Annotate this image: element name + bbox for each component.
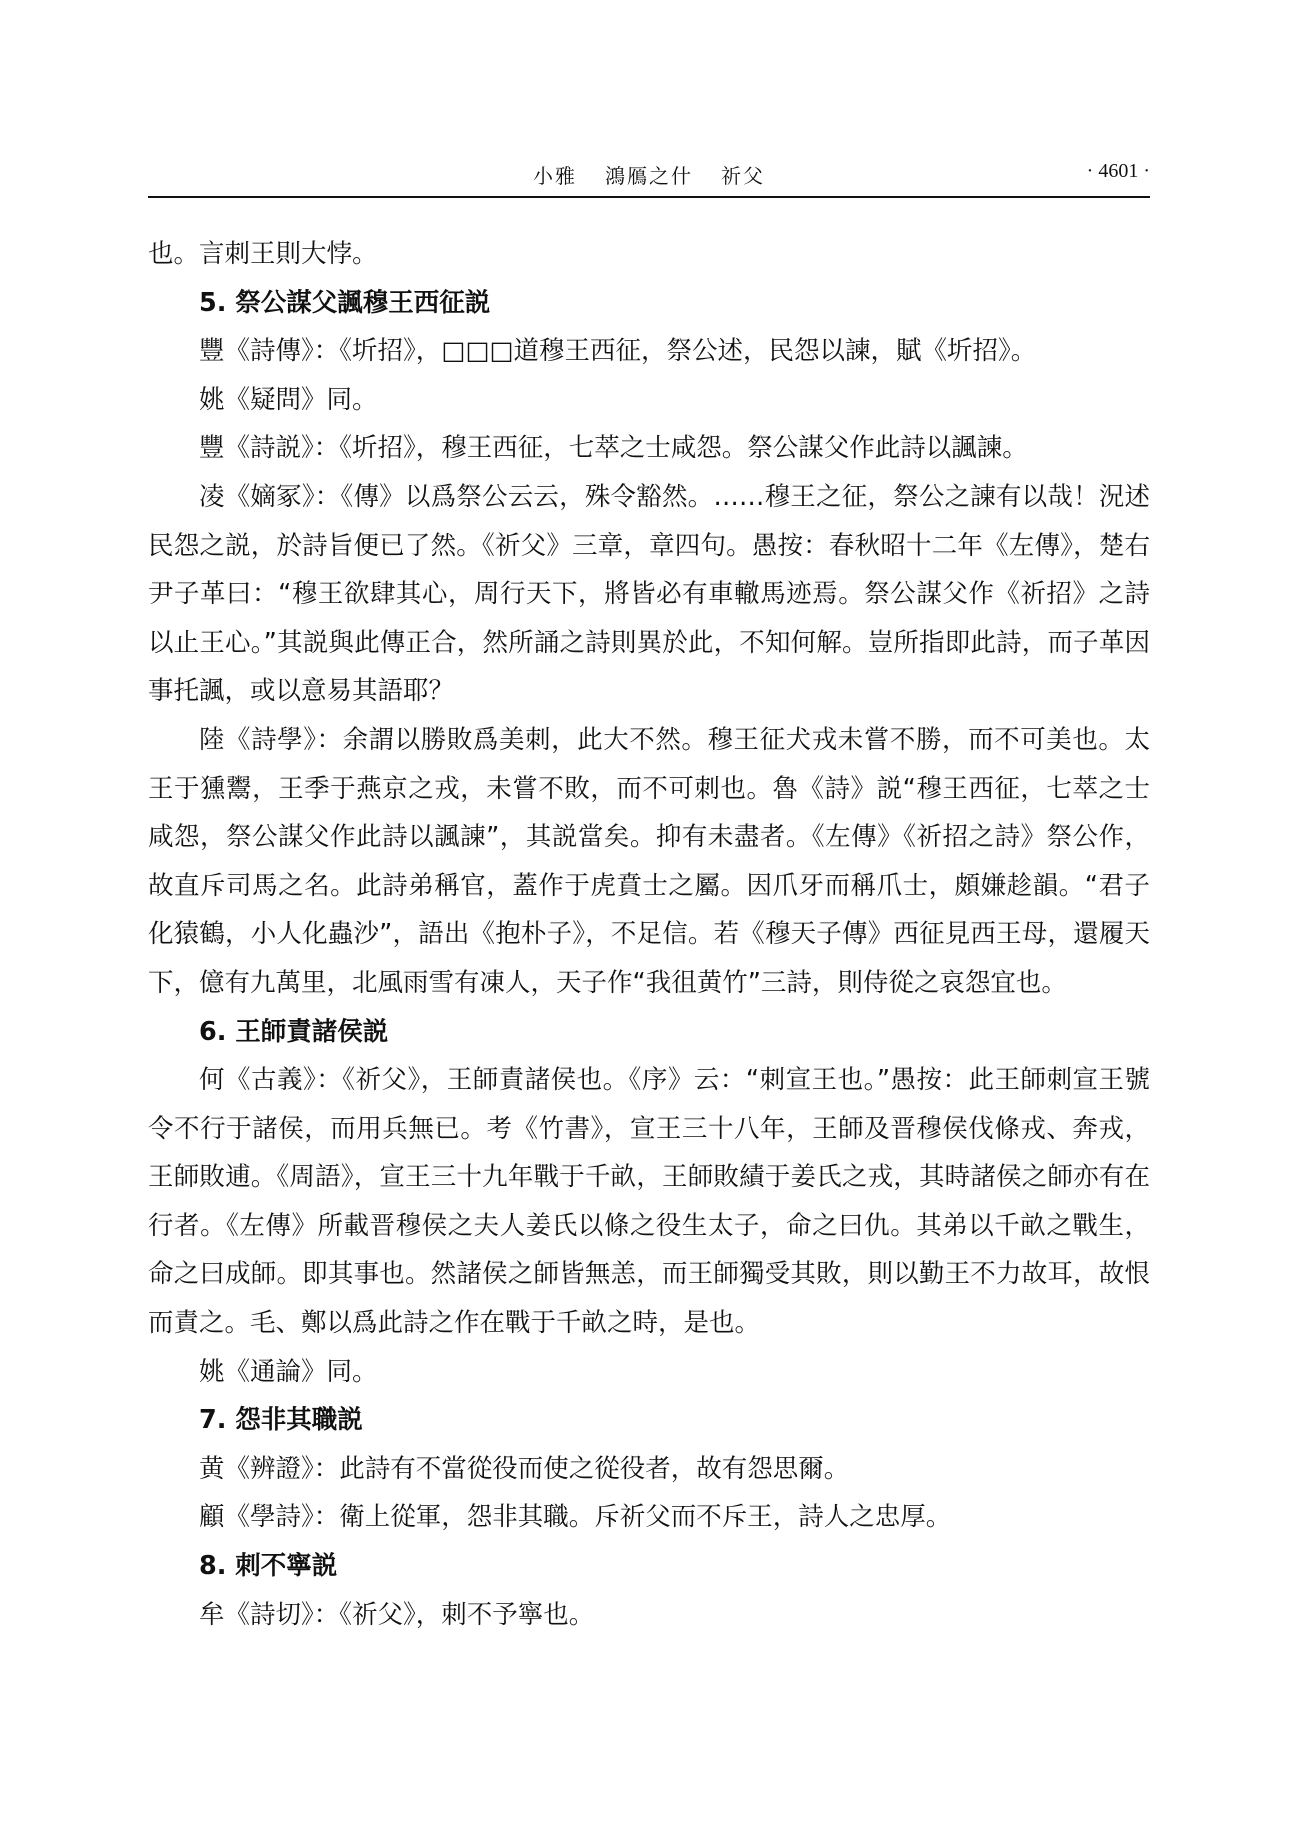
paragraph: 陸《詩學》：余謂以勝敗爲美刺，此大不然。穆王征犬戎未嘗不勝，而不可美也。太王于獯鬻，王季于燕京之戎，未嘗不敗，而不可刺也。魯《詩》説“穆王西征，七萃之士咸怨，祭公謀父作此詩以諷諫”，其説當矣。抑有未盡者。《左傳》《祈招之詩》祭公作，故直斥司馬之名。此詩弟稱官，蓋作于虎賁士之屬。因爪牙而稱爪士，頗嫌趁韻。“君子化猿鶴，小人化蟲沙”，語出《抱朴子》，不足信。若《穆天子傳》西征見西王母，還履天下，億有九萬里，北風雨雪有凍人，天子作“我徂黄竹”三詩，則侍從之哀怨宜也。 (148, 724, 1150, 998)
header-rule (148, 196, 1150, 198)
paragraph: 何《古義》：《祈父》，王師責諸侯也。《序》云：“刺宣王也。”愚按：此王師刺宣王號令不行于諸侯，而用兵無已。考《竹書》，宣王三十八年，王師及晋穆侯伐條戎、奔戎，王師敗逋。《周語》，宣王三十九年戰于千畝，王師敗績于姜氏之戎，其時諸侯之師亦有在行者。《左傳》所載晋穆侯之夫人姜氏以條之役生太子，命之曰仇。其弟以千畝之戰生，命之曰成師。即其事也。然諸侯之師皆無恙，而王師獨受其敗，則以勤王不力故耳，故恨而責之。毛、鄭以爲此詩之作在戰于千畝之時，是也。 (148, 1065, 1150, 1339)
page-number: · 4601 · (1086, 160, 1150, 182)
paragraph: 黄《辨證》：此詩有不當從役而使之從役者，故有怨思爾。 (199, 1453, 850, 1484)
body-text (148, 230, 1150, 1639)
paragraph: 顧《學詩》：衛上從軍，怨非其職。斥祈父而不斥王，詩人之忠厚。 (199, 1502, 952, 1533)
section-heading: 6. 王師責諸侯説 (199, 1016, 389, 1047)
paragraph: 姚《疑問》同。 (199, 384, 378, 415)
paragraph: 豐《詩傳》：《圻招》，□□□道穆王西征，祭公述，民怨以諫，賦《圻招》。 (199, 336, 1037, 367)
running-title (148, 160, 1150, 189)
paragraph: 姚《通論》同。 (199, 1356, 378, 1387)
section-heading: 8. 刺不寧説 (199, 1551, 338, 1582)
running-title-part: 小雅 (533, 164, 577, 188)
running-head (148, 160, 1150, 194)
running-title-part: 祈父 (721, 164, 765, 188)
paragraph: 也。言刺王則大悖。 (148, 239, 378, 269)
paragraph: 凌《嫡冢》：《傳》以爲祭公云云，殊令豁然。……穆王之征，祭公之諫有以哉！況述民怨之説，於詩旨便已了然。《祈父》三章，章四句。愚按：春秋昭十二年《左傳》，楚右尹子革曰：“穆王欲肆其心，周行天下，將皆必有車轍馬迹焉。祭公謀父作《祈招》之詩以止王心。”其説與此傳正合，然所誦之詩則異於此，不知何解。豈所指即此詩，而子革因事托諷，或以意易其語耶？ (148, 481, 1150, 707)
paragraph: 牟《詩切》：《祈父》，刺不予寧也。 (199, 1599, 595, 1630)
running-title-part: 鴻鴈之什 (605, 164, 693, 188)
section-heading: 7. 怨非其職説 (199, 1405, 363, 1436)
paragraph: 豐《詩説》：《圻招》，穆王西征，七萃之士咸怨。祭公謀父作此詩以諷諫。 (199, 433, 1028, 464)
section-heading: 5. 祭公謀父諷穆王西征説 (199, 287, 491, 318)
